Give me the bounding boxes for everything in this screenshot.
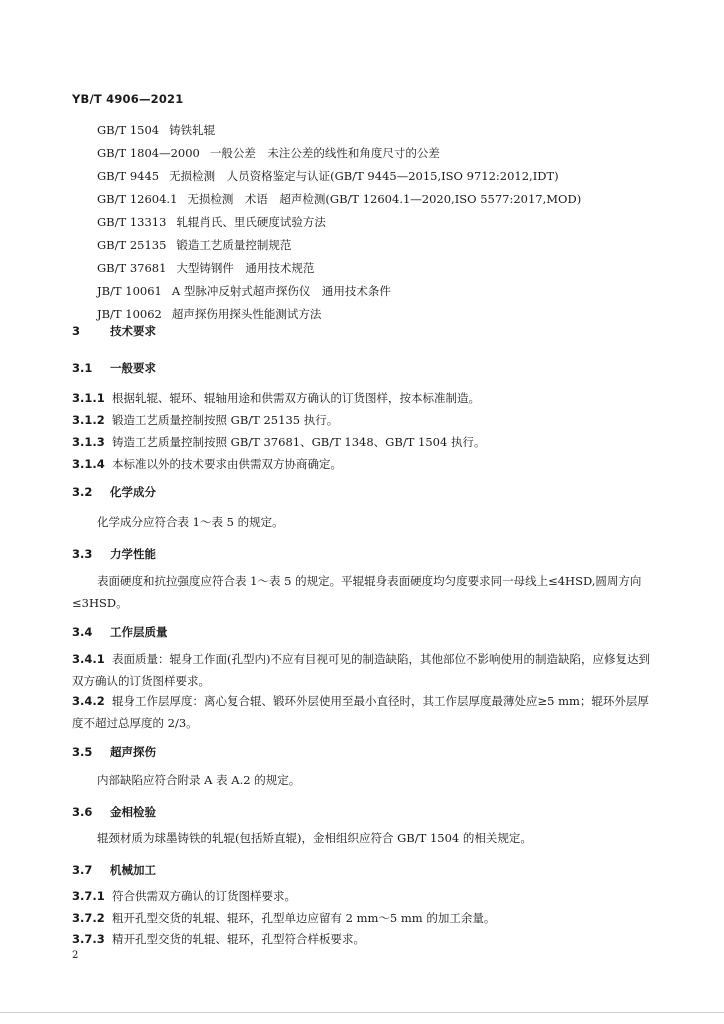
section-3-1-heading [72,360,156,376]
section-number: 3.5 [72,745,93,759]
reference-title: 锻造工艺质量控制规范 [176,238,292,252]
section-3-2-heading [72,484,156,500]
clause-text: 符合供需双方确认的订货图样要求。 [112,889,296,903]
reference-item [97,261,581,284]
clause-3-7-3 [72,931,365,947]
clause-text: 粗开孔型交货的轧辊、辊环，孔型单边应留有 2 mm～5 mm 的加工余量。 [112,911,496,925]
reference-code: GB/T 13313 [97,215,167,229]
section-number: 3 [72,324,81,338]
section-3-3-heading [72,546,156,562]
clause-number: 3.7.3 [72,932,105,946]
reference-title: 一般公差 未注公差的线性和角度尺寸的公差 [209,146,440,160]
clause-number: 3.1.2 [72,413,105,427]
reference-title: 无损检测 人员资格鉴定与认证(GB/T 9445—2015,ISO 9712:2012,IDT) [169,169,559,183]
footer-divider [0,1012,724,1013]
section-3-heading [72,323,156,339]
section-3-5-text: 内部缺陷应符合附录 A 表 A.2 的规定。 [97,773,301,787]
clause-number: 3.4.2 [72,694,105,708]
section-3-3-text: 表面硬度和抗拉强度应符合表 1～表 5 的规定。平辊辊身表面硬度均匀度要求同一母线上≤4HSD,圆周方向≤3HSD。 [72,574,642,610]
reference-title: 大型铸钢件 通用技术规范 [176,261,315,275]
section-number: 3.7 [72,863,93,877]
clause-3-4-2 [72,690,656,734]
section-3-2-text: 化学成分应符合表 1～表 5 的规定。 [97,515,284,529]
clause-text: 本标准以外的技术要求由供需双方协商确定。 [112,457,342,471]
reference-title: A 型脉冲反射式超声探伤仪 通用技术条件 [171,284,391,298]
section-3-4-heading [72,624,168,640]
reference-item [97,123,581,146]
reference-code: GB/T 1804—2000 [97,146,200,160]
clause-text: 铸造工艺质量控制按照 GB/T 37681、GB/T 1348、GB/T 1504 执行。 [112,435,486,449]
reference-item [97,192,581,215]
reference-code: JB/T 10062 [97,307,162,321]
reference-code: GB/T 1504 [97,123,160,137]
clause-text: 精开孔型交货的轧辊、辊环，孔型符合样板要求。 [112,932,365,946]
section-number: 3.1 [72,361,93,375]
clause-number: 3.7.1 [72,889,105,903]
clause-3-1-4 [72,456,342,472]
clause-number: 3.1.4 [72,457,105,471]
section-title: 机械加工 [110,863,156,877]
reference-title: 轧辊肖氏、里氏硬度试验方法 [176,215,326,229]
clause-text: 根据轧辊、辊环、辊轴用途和供需双方确认的订货图样，按本标准制造。 [112,391,480,405]
reference-title: 无损检测 术语 超声检测(GB/T 12604.1—2020,ISO 5577:2017,MOD) [187,192,582,206]
clause-number: 3.1.1 [72,391,105,405]
clause-3-4-1 [72,648,656,692]
reference-item [97,307,581,330]
normative-references-list [97,123,581,330]
section-3-6-heading [72,804,156,820]
reference-code: GB/T 12604.1 [97,192,178,206]
clause-text: 表面质量：辊身工作面(孔型内)不应有目视可见的制造缺陷，其他部位不影响使用的制造缺陷，应修复达到双方确认的订货图样要求。 [72,652,650,688]
section-number: 3.4 [72,625,93,639]
section-3-5-heading [72,744,156,760]
section-number: 3.6 [72,805,93,819]
clause-number: 3.7.2 [72,911,105,925]
clause-text: 辊身工作层厚度：离心复合辊、锻环外层使用至最小直径时，其工作层厚度最薄处应≥5 mm；辊环外层厚度不超过总厚度的 2/3。 [72,694,649,730]
page-number: 2 [72,950,79,961]
clause-number: 3.4.1 [72,652,105,666]
reference-code: GB/T 9445 [97,169,160,183]
section-title: 超声探伤 [110,745,156,759]
reference-code: GB/T 25135 [97,238,167,252]
clause-3-1-2 [72,412,338,428]
standard-code-header: YB/T 4906—2021 [72,92,184,106]
reference-item [97,146,581,169]
section-title: 力学性能 [110,547,156,561]
clause-text: 锻造工艺质量控制按照 GB/T 25135 执行。 [112,413,339,427]
reference-item [97,238,581,261]
section-3-7-heading [72,862,156,878]
section-title: 技术要求 [110,324,156,338]
reference-title: 超声探伤用探头性能测试方法 [171,307,322,321]
clause-3-7-2 [72,910,495,926]
clause-3-7-1 [72,888,296,904]
section-3-6-text: 辊颈材质为球墨铸铁的轧辊(包括矫直辊)，金相组织应符合 GB/T 1504 的相关规定。 [97,831,532,845]
section-number: 3.3 [72,547,93,561]
section-title: 工作层质量 [110,625,168,639]
reference-title: 铸铁轧辊 [169,123,216,137]
clause-3-1-3 [72,434,485,450]
section-title: 一般要求 [110,361,156,375]
reference-item [97,215,581,238]
reference-code: JB/T 10061 [97,284,162,298]
reference-code: GB/T 37681 [97,261,167,275]
section-title: 金相检验 [110,805,156,819]
section-number: 3.2 [72,485,93,499]
clause-3-1-1 [72,390,480,406]
reference-item [97,169,581,192]
section-title: 化学成分 [110,485,156,499]
clause-number: 3.1.3 [72,435,105,449]
reference-item [97,284,581,307]
